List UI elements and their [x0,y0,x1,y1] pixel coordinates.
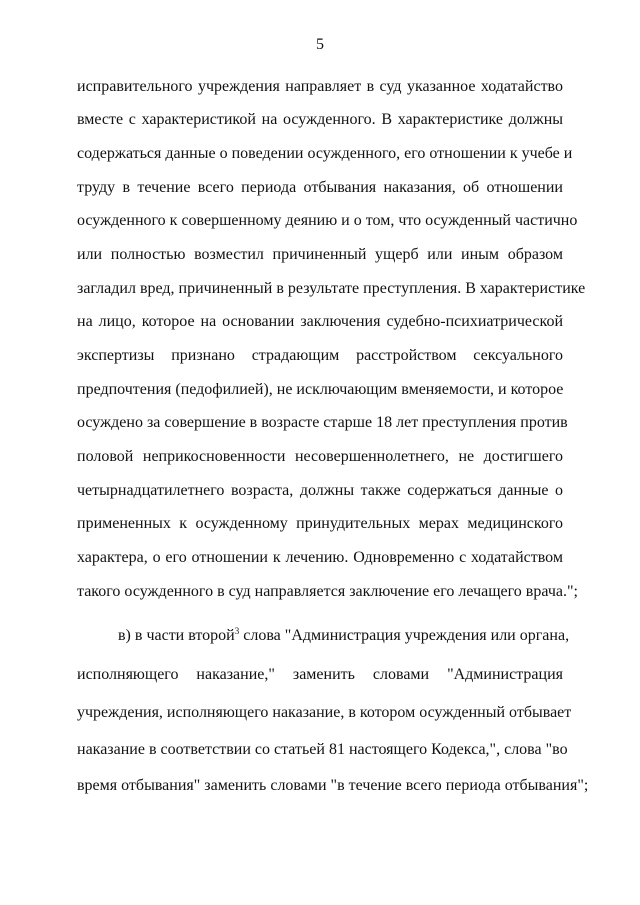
text-line: осужденного к совершенному деянию и о том, что осужденный частично [77,212,578,229]
text-line: учреждения, исполняющего наказание, в котором осужденный отбывает [77,704,572,721]
text-line: труду в течение всего периода отбывания наказания, об отношении [77,179,563,196]
text-line: осуждено за совершение в возрасте старше 18 лет преступления против [77,414,568,431]
text-line: экспертизы признано страдающим расстройством сексуального [77,347,563,364]
text-line: наказание в соответствии со статьей 81 настоящего Кодекса,", слова "во [77,741,568,758]
text-line: предпочтения (педофилией), не исключающим вменяемости, и которое [77,381,564,398]
text-line-first [118,626,570,645]
text-line: на лицо, которое на основании заключения судебно-психиатрической [77,313,563,330]
text-line: примененных к осужденному принудительных мерах медицинского [77,515,563,532]
text-line: четырнадцатилетнего возраста, должны также содержаться данные о [77,482,563,499]
text-segment: в) в части второй [118,627,235,644]
text-line: исполняющего наказание," заменить словами "Администрация [77,666,563,683]
text-line-last: время отбывания" заменить словами "в течение всего периода отбывания"; [77,777,589,794]
text-line: характера, о его отношении к лечению. Одновременно с ходатайством [77,549,563,566]
text-line: половой неприкосновенности несовершеннолетнего, не достигшего [77,448,563,465]
text-line: вместе с характеристикой на осужденного. В характеристике должны [77,111,563,128]
text-segment: слова "Администрация учреждения или органа, [239,627,570,644]
footnote-superscript: 3 [234,626,240,636]
text-line: или полностью возместил причиненный ущерб или иным образом [77,246,563,263]
text-line: загладил вред, причиненный в результате преступления. В характеристике [77,280,586,297]
page-number: 5 [316,36,324,53]
text-line: содержаться данные о поведении осужденного, его отношении к учебе и [77,145,573,162]
text-line: исправительного учреждения направляет в суд указанное ходатайство [77,78,563,95]
text-line-last: такого осужденного в суд направляется заключение его лечащего врача."; [77,583,578,600]
